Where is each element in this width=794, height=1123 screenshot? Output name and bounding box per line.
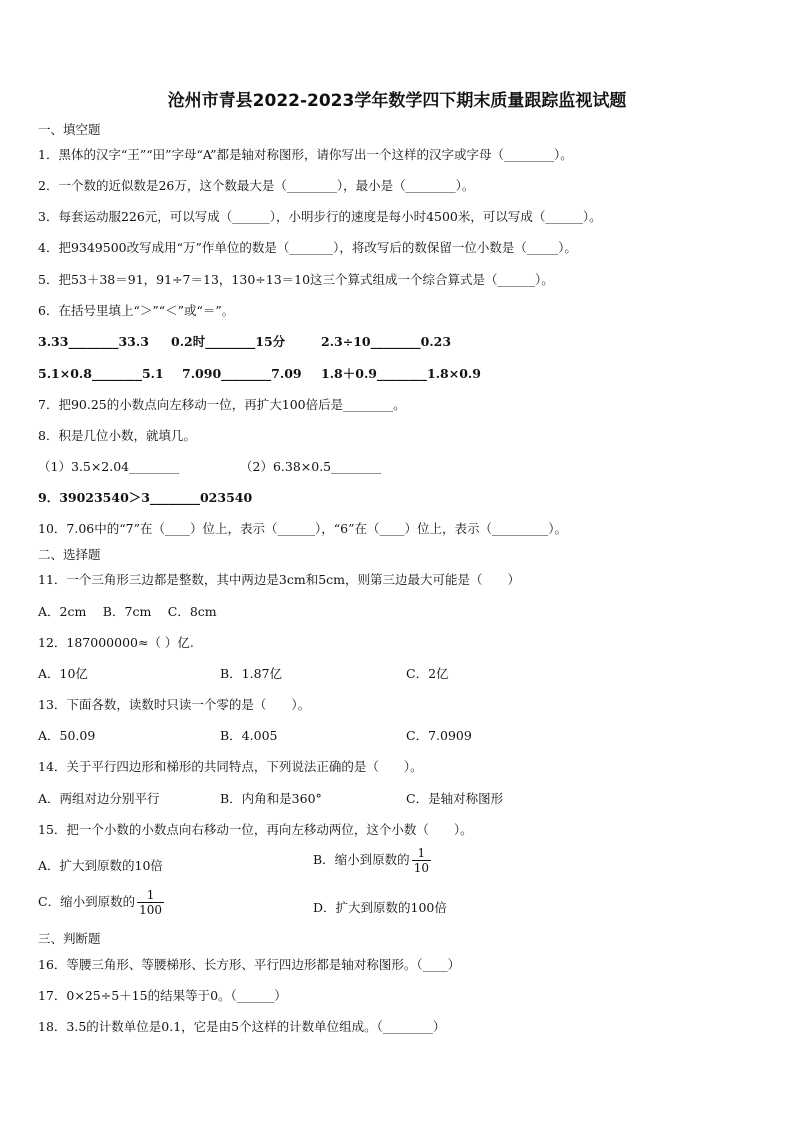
product-item: （2）6.38×0.5________ xyxy=(240,459,382,474)
fraction-denominator: 10 xyxy=(413,861,429,875)
option-b: B．4.005 xyxy=(220,728,278,743)
question-4: 4．把9349500改写成用“万”作单位的数是（_______），将改写后的数保留一位小数是（_____）。 xyxy=(38,240,577,255)
option-a: A．两组对边分别平行 xyxy=(38,791,160,806)
option-a: A．10亿 xyxy=(38,666,88,681)
option-d: D．扩大到原数的100倍 xyxy=(313,900,447,915)
question-5: 5．把53＋38＝91，91÷7＝13，130÷13＝10这三个算式组成一个综合算式是（______）。 xyxy=(38,272,554,287)
question-16: 16．等腰三角形、等腰梯形、长方形、平行四边形都是轴对称图形。（____） xyxy=(38,957,461,972)
option-a: A．50.09 xyxy=(38,728,96,743)
compare-item: 1.8＋0.9________1.8×0.9 xyxy=(321,366,481,381)
question-6: 6．在括号里填上“＞”“＜”或“＝”。 xyxy=(38,303,235,318)
compare-item: 3.33________33.3 xyxy=(38,334,149,349)
compare-item: 5.1×0.8________5.1 xyxy=(38,366,164,381)
question-2: 2．一个数的近似数是26万，这个数最大是（________），最小是（________）。 xyxy=(38,178,475,193)
question-14: 14．关于平行四边形和梯形的共同特点，下列说法正确的是（ ）。 xyxy=(38,759,423,774)
question-9: 9．39023540＞3________023540 xyxy=(38,490,253,505)
compare-item: 2.3÷10________0.23 xyxy=(321,334,452,349)
question-18: 18．3.5的计数单位是0.1，它是由5个这样的计数单位组成。（________） xyxy=(38,1019,446,1034)
question-13: 13．下面各数，读数时只读一个零的是（ ）。 xyxy=(38,697,311,712)
fraction-one-tenth xyxy=(412,846,431,875)
fraction-numerator: 1 xyxy=(146,888,155,902)
option-b-text: B．缩小到原数的 xyxy=(313,852,410,867)
option-c: C．是轴对称图形 xyxy=(406,791,504,806)
question-17: 17．0×25÷5＋15的结果等于0。（______） xyxy=(38,988,287,1003)
question-15: 15．把一个小数的小数点向右移动一位，再向左移动两位，这个小数（ ）。 xyxy=(38,822,473,837)
product-item: （1）3.5×2.04________ xyxy=(38,459,180,474)
question-11: 11．一个三角形三边都是整数，其中两边是3cm和5cm，则第三边最大可能是（ ） xyxy=(38,572,521,587)
option-b: B．内角和是360° xyxy=(220,791,322,806)
section-multiple-choice: 二、选择题 xyxy=(38,547,101,562)
question-12: 12．187000000≈（ ）亿. xyxy=(38,635,194,650)
fraction-numerator: 1 xyxy=(417,846,426,860)
question-3: 3．每套运动服226元，可以写成（______），小明步行的速度是每小时4500米，可以写成（______）。 xyxy=(38,209,602,224)
section-true-false: 三、判断题 xyxy=(38,931,101,946)
option-b: B．1.87亿 xyxy=(220,666,283,681)
question-8: 8．积是几位小数，就填几。 xyxy=(38,428,196,443)
fraction-denominator: 100 xyxy=(139,903,162,917)
option-c: C．2亿 xyxy=(406,666,449,681)
compare-item: 7.090________7.09 xyxy=(182,366,302,381)
option-c xyxy=(38,888,164,917)
question-11-options: A．2cm B．7cm C．8cm xyxy=(38,604,217,619)
page-title: 沧州市青县2022-2023学年数学四下期末质量跟踪监视试题 xyxy=(167,91,627,111)
option-c: C．7.0909 xyxy=(406,728,472,743)
option-b xyxy=(313,846,431,875)
option-a: A．扩大到原数的10倍 xyxy=(38,858,163,873)
section-fill-blank: 一、填空题 xyxy=(38,122,101,137)
compare-item: 0.2时________15分 xyxy=(171,334,286,349)
option-c-text: C．缩小到原数的 xyxy=(38,894,136,909)
fraction-one-hundredth xyxy=(137,888,164,917)
question-7: 7．把90.25的小数点向左移动一位，再扩大100倍后是________。 xyxy=(38,397,406,412)
question-10: 10．7.06中的“7”在（____）位上，表示（______），“6”在（____）位上，表示（_________）。 xyxy=(38,521,567,536)
question-1: 1．黑体的汉字“王”“田”字母“A”都是轴对称图形，请你写出一个这样的汉字或字母（________）。 xyxy=(38,147,573,162)
